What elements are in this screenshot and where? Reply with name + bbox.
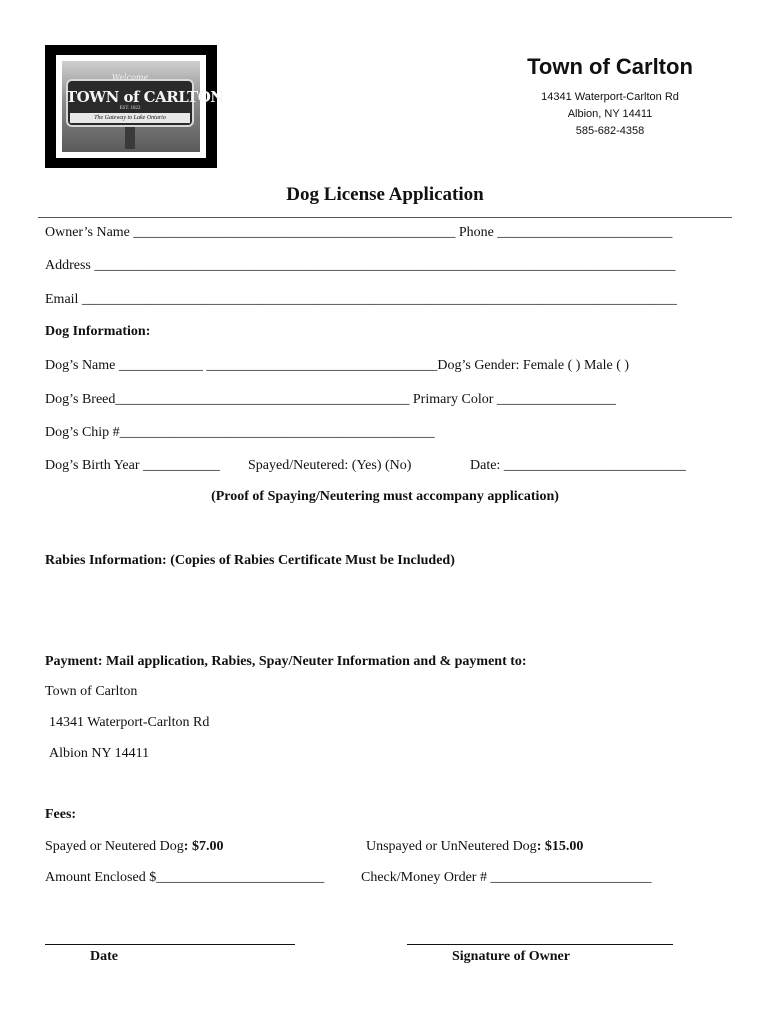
spay-date-field[interactable]: Date: __________________________ bbox=[470, 458, 686, 473]
rabies-heading: Rabies Information: (Copies of Rabies Certificate Must be Included) bbox=[45, 553, 455, 568]
fee-unspayed bbox=[366, 839, 583, 855]
logo-est-text: EST. 1822 bbox=[119, 106, 141, 111]
logo-sign-post bbox=[125, 127, 135, 149]
owner-signature-line[interactable] bbox=[407, 944, 673, 945]
payment-heading: Payment: Mail application, Rabies, Spay/Neuter Information and & payment to: bbox=[45, 654, 527, 669]
dog-birth-year-field[interactable]: Dog’s Birth Year ___________ bbox=[45, 458, 221, 473]
town-phone: 585-682-4358 bbox=[575, 125, 645, 137]
check-money-order-field[interactable]: Check/Money Order # _______________________ bbox=[361, 870, 652, 885]
dog-name-gender-field[interactable]: Dog’s Name ____________ _________________________________Dog’s Gender: Female ( ) Male ( ) bbox=[45, 358, 630, 373]
payment-address-line2: 14341 Waterport-Carlton Rd bbox=[49, 715, 210, 730]
logo-welcome-text: Welcome bbox=[111, 73, 149, 82]
date-signature-line[interactable] bbox=[45, 944, 295, 945]
town-name: Town of Carlton bbox=[527, 54, 693, 79]
fee-spayed bbox=[45, 839, 223, 855]
amount-enclosed-field[interactable]: Amount Enclosed $________________________ bbox=[45, 870, 325, 885]
owner-name-phone-field[interactable]: Owner’s Name ______________________________________________ Phone _________________________ bbox=[45, 225, 673, 240]
signature-label: Signature of Owner bbox=[452, 949, 570, 964]
logo-town-text: TOWN of CARLTON bbox=[66, 88, 224, 106]
town-address-line1: 14341 Waterport-Carlton Rd bbox=[541, 91, 679, 103]
dog-chip-field[interactable]: Dog’s Chip #_____________________________________________ bbox=[45, 425, 435, 440]
fee-unspayed-label: Unspayed or UnNeutered Dog bbox=[366, 839, 537, 854]
logo-tagline: The Gateway to Lake Ontario bbox=[70, 113, 190, 123]
spayed-neutered-choice[interactable]: Spayed/Neutered: (Yes) (No) bbox=[248, 458, 412, 473]
payment-address-line3: Albion NY 14411 bbox=[49, 746, 150, 761]
fee-unspayed-amount: : $15.00 bbox=[536, 839, 584, 854]
date-label: Date bbox=[90, 949, 118, 964]
town-address-line2: Albion, NY 14411 bbox=[567, 108, 653, 120]
owner-email-field[interactable]: Email _____________________________________________________________________________________ bbox=[45, 292, 677, 307]
fees-heading: Fees: bbox=[45, 807, 77, 822]
fee-spayed-amount: : $7.00 bbox=[183, 839, 224, 854]
title-divider bbox=[38, 217, 732, 218]
dog-info-heading: Dog Information: bbox=[45, 324, 151, 339]
form-title: Dog License Application bbox=[286, 184, 484, 205]
owner-address-field[interactable]: Address ___________________________________________________________________________________ bbox=[45, 258, 676, 273]
proof-note: (Proof of Spaying/Neutering must accompany application) bbox=[211, 489, 559, 504]
dog-breed-color-field[interactable]: Dog’s Breed__________________________________________ Primary Color _________________ bbox=[45, 392, 616, 407]
payment-address-line1: Town of Carlton bbox=[45, 684, 138, 699]
fee-spayed-label: Spayed or Neutered Dog bbox=[45, 839, 184, 854]
